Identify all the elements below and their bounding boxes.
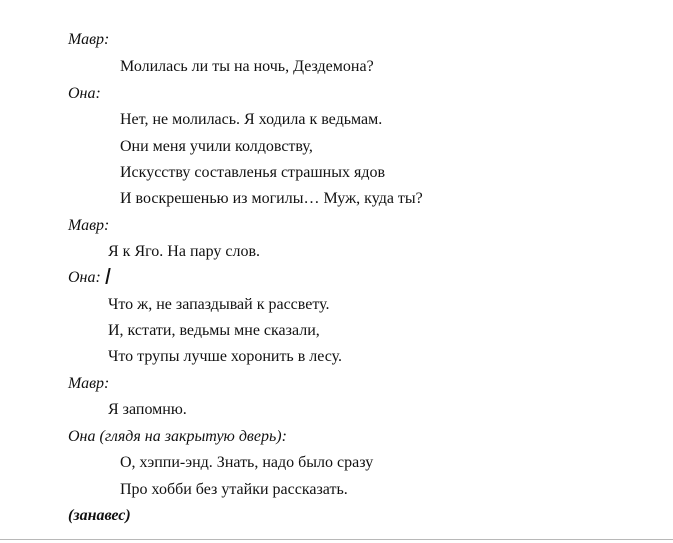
speaker-label: Она: (68, 269, 101, 286)
verse-line: И, кстати, ведьмы мне сказали, (108, 322, 320, 339)
page-bottom-border (0, 539, 673, 540)
verse-line: Про хобби без утайки рассказать. (120, 481, 348, 498)
speaker-label: Она: (68, 85, 101, 102)
verse-line: Что трупы лучше хоронить в лесу. (108, 348, 343, 365)
verse-line: Они меня учили колдовству, (120, 138, 313, 155)
verse-line: Я запомню. (108, 401, 187, 418)
verse-line: Молилась ли ты на ночь, Дездемона? (120, 58, 374, 75)
stage-direction: (занавес) (68, 507, 131, 524)
verse-line: Что ж, не запаздывай к рассвету. (108, 296, 330, 313)
verse-line: Нет, не молилась. Я ходила к ведьмам. (120, 111, 383, 128)
text-cursor (105, 268, 110, 284)
speaker-label-with-cursor[interactable] (68, 268, 109, 288)
verse-line: О, хэппи-энд. Знать, надо было сразу (120, 454, 374, 471)
speaker-label: Мавр: (68, 217, 110, 234)
speaker-label: Мавр: (68, 31, 110, 48)
verse-line: И воскрешенью из могилы… Муж, куда ты? (120, 190, 423, 207)
speaker-label: Она (глядя на закрытую дверь): (68, 428, 287, 445)
verse-line: Искусству составленья страшных ядов (120, 164, 386, 181)
speaker-label: Мавр: (68, 375, 110, 392)
verse-line: Я к Яго. На пару слов. (108, 243, 261, 260)
